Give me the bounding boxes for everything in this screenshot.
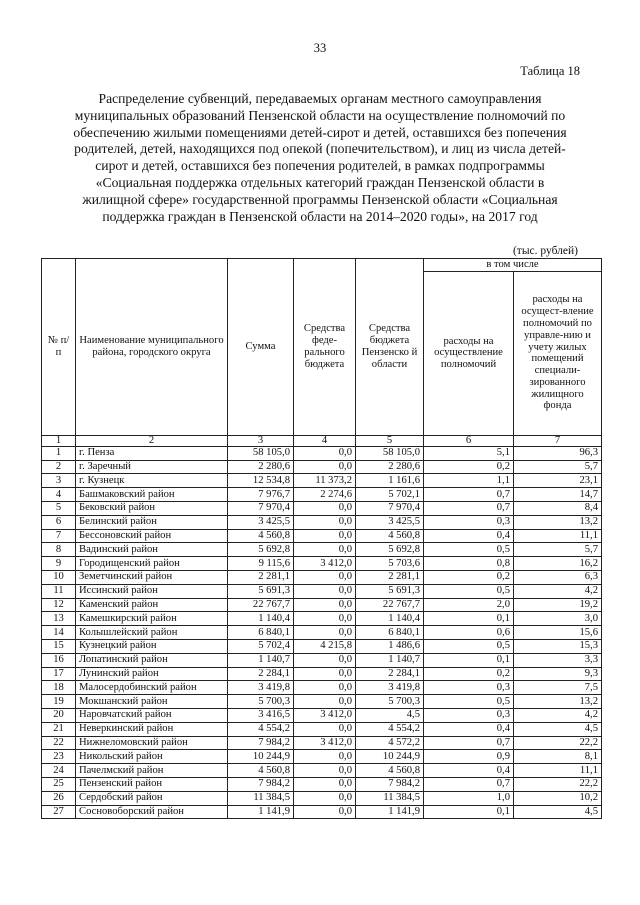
exp-housing-value: 3,3 xyxy=(514,653,602,667)
table-row xyxy=(42,515,602,529)
row-number: 12 xyxy=(42,598,76,612)
exp-housing-value: 11,1 xyxy=(514,529,602,543)
federal-value: 0,0 xyxy=(294,777,356,791)
regional-value: 4 560,8 xyxy=(356,764,424,778)
regional-value: 5 691,3 xyxy=(356,584,424,598)
district-name: Лунинский район xyxy=(76,667,228,681)
row-number: 26 xyxy=(42,791,76,805)
sum-value: 2 280,6 xyxy=(228,460,294,474)
header-name: Наименование муниципального района, городского округа xyxy=(76,259,228,436)
regional-value: 7 970,4 xyxy=(356,501,424,515)
exp-housing-value: 5,7 xyxy=(514,460,602,474)
federal-value: 0,0 xyxy=(294,653,356,667)
regional-value: 5 692,8 xyxy=(356,543,424,557)
district-name: Кузнецкий район xyxy=(76,639,228,653)
sum-value: 4 554,2 xyxy=(228,722,294,736)
table-row xyxy=(42,695,602,709)
row-number: 21 xyxy=(42,722,76,736)
sum-value: 1 140,4 xyxy=(228,612,294,626)
federal-value: 0,0 xyxy=(294,791,356,805)
federal-value: 0,0 xyxy=(294,446,356,460)
sum-value: 22 767,7 xyxy=(228,598,294,612)
sum-value: 5 702,4 xyxy=(228,639,294,653)
sum-value: 11 384,5 xyxy=(228,791,294,805)
row-number: 27 xyxy=(42,805,76,819)
district-name: Неверкинский район xyxy=(76,722,228,736)
exp-powers-value: 2,0 xyxy=(424,598,514,612)
federal-value: 3 412,0 xyxy=(294,736,356,750)
regional-value: 11 384,5 xyxy=(356,791,424,805)
sum-value: 7 984,2 xyxy=(228,736,294,750)
header-federal: Средства феде-рального бюджета xyxy=(294,259,356,436)
exp-powers-value: 0,4 xyxy=(424,764,514,778)
exp-powers-value: 0,1 xyxy=(424,653,514,667)
row-number: 20 xyxy=(42,708,76,722)
district-name: Наровчатский район xyxy=(76,708,228,722)
table-row xyxy=(42,488,602,502)
federal-value: 0,0 xyxy=(294,764,356,778)
exp-powers-value: 0,9 xyxy=(424,750,514,764)
exp-housing-value: 22,2 xyxy=(514,736,602,750)
exp-powers-value: 0,1 xyxy=(424,612,514,626)
district-name: Сердобский район xyxy=(76,791,228,805)
table-row xyxy=(42,529,602,543)
header-exp-powers: расходы на осуществление полномочий xyxy=(424,271,514,435)
row-number: 11 xyxy=(42,584,76,598)
federal-value: 0,0 xyxy=(294,626,356,640)
exp-powers-value: 0,3 xyxy=(424,515,514,529)
regional-value: 7 984,2 xyxy=(356,777,424,791)
header-exp-housing: расходы на осущест-вление полномочий по управле-нию и учету жилых помещений специали-зированного жилищного фонда xyxy=(514,271,602,435)
exp-powers-value: 0,2 xyxy=(424,570,514,584)
regional-value: 2 284,1 xyxy=(356,667,424,681)
regional-value: 1 141,9 xyxy=(356,805,424,819)
exp-powers-value: 0,5 xyxy=(424,639,514,653)
row-number: 17 xyxy=(42,667,76,681)
row-number: 18 xyxy=(42,681,76,695)
exp-powers-value: 0,3 xyxy=(424,708,514,722)
sum-value: 58 105,0 xyxy=(228,446,294,460)
exp-housing-value: 16,2 xyxy=(514,557,602,571)
row-number: 9 xyxy=(42,557,76,571)
exp-housing-value: 6,3 xyxy=(514,570,602,584)
table-row xyxy=(42,543,602,557)
exp-powers-value: 1,1 xyxy=(424,474,514,488)
sum-value: 2 284,1 xyxy=(228,667,294,681)
column-numbers-row xyxy=(42,435,602,446)
sum-value: 7 984,2 xyxy=(228,777,294,791)
col-number: 2 xyxy=(76,435,228,446)
district-name: Колышлейский район xyxy=(76,626,228,640)
row-number: 8 xyxy=(42,543,76,557)
exp-housing-value: 4,2 xyxy=(514,708,602,722)
table-row xyxy=(42,681,602,695)
exp-housing-value: 10,2 xyxy=(514,791,602,805)
row-number: 4 xyxy=(42,488,76,502)
exp-housing-value: 19,2 xyxy=(514,598,602,612)
exp-housing-value: 7,5 xyxy=(514,681,602,695)
federal-value: 0,0 xyxy=(294,529,356,543)
table-row xyxy=(42,557,602,571)
district-name: Белинский район xyxy=(76,515,228,529)
sum-value: 9 115,6 xyxy=(228,557,294,571)
federal-value: 3 412,0 xyxy=(294,557,356,571)
sum-value: 4 560,8 xyxy=(228,529,294,543)
regional-value: 4 560,8 xyxy=(356,529,424,543)
district-name: г. Пенза xyxy=(76,446,228,460)
table-row xyxy=(42,570,602,584)
exp-powers-value: 5,1 xyxy=(424,446,514,460)
table-row xyxy=(42,722,602,736)
col-number: 5 xyxy=(356,435,424,446)
exp-powers-value: 0,2 xyxy=(424,667,514,681)
exp-powers-value: 0,5 xyxy=(424,543,514,557)
exp-powers-value: 0,7 xyxy=(424,501,514,515)
header-regional: Средства бюджета Пензенско й области xyxy=(356,259,424,436)
exp-powers-value: 0,6 xyxy=(424,626,514,640)
district-name: Камешкирский район xyxy=(76,612,228,626)
col-number: 4 xyxy=(294,435,356,446)
exp-powers-value: 0,8 xyxy=(424,557,514,571)
exp-housing-value: 11,1 xyxy=(514,764,602,778)
table-row xyxy=(42,626,602,640)
regional-value: 1 161,6 xyxy=(356,474,424,488)
sum-value: 7 970,4 xyxy=(228,501,294,515)
row-number: 3 xyxy=(42,474,76,488)
table-row xyxy=(42,805,602,819)
exp-powers-value: 0,4 xyxy=(424,722,514,736)
sum-value: 6 840,1 xyxy=(228,626,294,640)
regional-value: 6 840,1 xyxy=(356,626,424,640)
exp-housing-value: 96,3 xyxy=(514,446,602,460)
exp-powers-value: 0,7 xyxy=(424,488,514,502)
table-row xyxy=(42,777,602,791)
district-name: Земетчинский район xyxy=(76,570,228,584)
exp-powers-value: 0,5 xyxy=(424,584,514,598)
sum-value: 12 534,8 xyxy=(228,474,294,488)
row-number: 6 xyxy=(42,515,76,529)
units-label: (тыс. рублей) xyxy=(512,245,578,257)
federal-value: 3 412,0 xyxy=(294,708,356,722)
federal-value: 0,0 xyxy=(294,722,356,736)
table-row xyxy=(42,764,602,778)
row-number: 22 xyxy=(42,736,76,750)
exp-housing-value: 23,1 xyxy=(514,474,602,488)
regional-value: 5 702,1 xyxy=(356,488,424,502)
federal-value: 0,0 xyxy=(294,598,356,612)
sum-value: 3 416,5 xyxy=(228,708,294,722)
exp-housing-value: 14,7 xyxy=(514,488,602,502)
federal-value: 0,0 xyxy=(294,460,356,474)
sum-value: 5 692,8 xyxy=(228,543,294,557)
exp-housing-value: 4,5 xyxy=(514,722,602,736)
exp-powers-value: 1,0 xyxy=(424,791,514,805)
regional-value: 1 140,7 xyxy=(356,653,424,667)
table-row xyxy=(42,460,602,474)
table-row xyxy=(42,446,602,460)
federal-value: 0,0 xyxy=(294,584,356,598)
sum-value: 2 281,1 xyxy=(228,570,294,584)
exp-housing-value: 15,3 xyxy=(514,639,602,653)
exp-housing-value: 13,2 xyxy=(514,515,602,529)
table-row xyxy=(42,639,602,653)
exp-powers-value: 0,5 xyxy=(424,695,514,709)
district-name: Нижнеломовский район xyxy=(76,736,228,750)
district-name: Вадинский район xyxy=(76,543,228,557)
table-row xyxy=(42,750,602,764)
row-number: 23 xyxy=(42,750,76,764)
table-row xyxy=(42,584,602,598)
sum-value: 10 244,9 xyxy=(228,750,294,764)
exp-housing-value: 22,2 xyxy=(514,777,602,791)
federal-value: 0,0 xyxy=(294,805,356,819)
sum-value: 4 560,8 xyxy=(228,764,294,778)
federal-value: 4 215,8 xyxy=(294,639,356,653)
exp-housing-value: 9,3 xyxy=(514,667,602,681)
row-number: 24 xyxy=(42,764,76,778)
federal-value: 0,0 xyxy=(294,695,356,709)
row-number: 2 xyxy=(42,460,76,474)
regional-value: 3 419,8 xyxy=(356,681,424,695)
row-number: 5 xyxy=(42,501,76,515)
exp-powers-value: 0,7 xyxy=(424,736,514,750)
federal-value: 0,0 xyxy=(294,667,356,681)
federal-value: 11 373,2 xyxy=(294,474,356,488)
table-row xyxy=(42,708,602,722)
exp-powers-value: 0,3 xyxy=(424,681,514,695)
exp-powers-value: 0,7 xyxy=(424,777,514,791)
regional-value: 22 767,7 xyxy=(356,598,424,612)
district-name: Иссинский район xyxy=(76,584,228,598)
sum-value: 3 419,8 xyxy=(228,681,294,695)
row-number: 7 xyxy=(42,529,76,543)
sum-value: 7 976,7 xyxy=(228,488,294,502)
district-name: г. Кузнецк xyxy=(76,474,228,488)
regional-value: 1 486,6 xyxy=(356,639,424,653)
subvention-table xyxy=(41,258,602,819)
sum-value: 1 141,9 xyxy=(228,805,294,819)
regional-value: 10 244,9 xyxy=(356,750,424,764)
row-number: 19 xyxy=(42,695,76,709)
table-row xyxy=(42,736,602,750)
row-number: 15 xyxy=(42,639,76,653)
district-name: г. Заречный xyxy=(76,460,228,474)
federal-value: 0,0 xyxy=(294,612,356,626)
header-including: в том числе xyxy=(424,259,602,272)
district-name: Никольский район xyxy=(76,750,228,764)
federal-value: 0,0 xyxy=(294,750,356,764)
federal-value: 0,0 xyxy=(294,570,356,584)
regional-value: 2 281,1 xyxy=(356,570,424,584)
district-name: Пачелмский район xyxy=(76,764,228,778)
header-sum: Сумма xyxy=(228,259,294,436)
district-name: Каменский район xyxy=(76,598,228,612)
sum-value: 3 425,5 xyxy=(228,515,294,529)
exp-housing-value: 5,7 xyxy=(514,543,602,557)
federal-value: 0,0 xyxy=(294,543,356,557)
district-name: Мокшанский район xyxy=(76,695,228,709)
col-number: 1 xyxy=(42,435,76,446)
table-row xyxy=(42,791,602,805)
exp-housing-value: 4,2 xyxy=(514,584,602,598)
federal-value: 0,0 xyxy=(294,681,356,695)
district-name: Лопатинский район xyxy=(76,653,228,667)
federal-value: 2 274,6 xyxy=(294,488,356,502)
regional-value: 1 140,4 xyxy=(356,612,424,626)
federal-value: 0,0 xyxy=(294,515,356,529)
row-number: 10 xyxy=(42,570,76,584)
page-number: 33 xyxy=(313,41,327,55)
header-num: № п/п xyxy=(42,259,76,436)
table-body xyxy=(42,446,602,819)
row-number: 14 xyxy=(42,626,76,640)
row-number: 13 xyxy=(42,612,76,626)
regional-value: 4 572,2 xyxy=(356,736,424,750)
col-number: 7 xyxy=(514,435,602,446)
sum-value: 1 140,7 xyxy=(228,653,294,667)
row-number: 1 xyxy=(42,446,76,460)
district-name: Пензенский район xyxy=(76,777,228,791)
table-row xyxy=(42,612,602,626)
regional-value: 2 280,6 xyxy=(356,460,424,474)
regional-value: 4,5 xyxy=(356,708,424,722)
col-number: 3 xyxy=(228,435,294,446)
table-row xyxy=(42,474,602,488)
regional-value: 58 105,0 xyxy=(356,446,424,460)
regional-value: 5 700,3 xyxy=(356,695,424,709)
exp-powers-value: 0,2 xyxy=(424,460,514,474)
exp-housing-value: 8,1 xyxy=(514,750,602,764)
district-name: Бековский район xyxy=(76,501,228,515)
table-row xyxy=(42,501,602,515)
district-name: Сосновоборский район xyxy=(76,805,228,819)
district-name: Башмаковский район xyxy=(76,488,228,502)
table-row xyxy=(42,653,602,667)
regional-value: 5 703,6 xyxy=(356,557,424,571)
row-number: 25 xyxy=(42,777,76,791)
exp-housing-value: 8,4 xyxy=(514,501,602,515)
row-number: 16 xyxy=(42,653,76,667)
table-row xyxy=(42,667,602,681)
exp-housing-value: 13,2 xyxy=(514,695,602,709)
exp-powers-value: 0,4 xyxy=(424,529,514,543)
district-name: Бессоновский район xyxy=(76,529,228,543)
district-name: Городищенский район xyxy=(76,557,228,571)
exp-housing-value: 4,5 xyxy=(514,805,602,819)
regional-value: 3 425,5 xyxy=(356,515,424,529)
exp-housing-value: 3,0 xyxy=(514,612,602,626)
sum-value: 5 691,3 xyxy=(228,584,294,598)
exp-housing-value: 15,6 xyxy=(514,626,602,640)
exp-powers-value: 0,1 xyxy=(424,805,514,819)
district-name: Малосердобинский район xyxy=(76,681,228,695)
federal-value: 0,0 xyxy=(294,501,356,515)
sum-value: 5 700,3 xyxy=(228,695,294,709)
col-number: 6 xyxy=(424,435,514,446)
table-row xyxy=(42,598,602,612)
regional-value: 4 554,2 xyxy=(356,722,424,736)
document-title: Распределение субвенций, передаваемых органам местного самоуправления муниципальных образований Пензенской области на осуществление полномочий по обеспечению жилыми помещениями детей-сирот и детей, оставшихся без попечения родителей, детей, находящихся под опекой (попечительством), и лиц из числа детей-сирот и детей, оставшихся без попечения родителей, в рамках подпрограммы «Социальная поддержка отдельных категорий граждан Пензенской области в жилищной сфере» государственной программы Пензенской области «Социальная поддержка граждан в Пензенской области на 2014–2020 годы», на 2017 год xyxy=(73,91,567,224)
table-label: Таблица 18 xyxy=(520,64,580,78)
